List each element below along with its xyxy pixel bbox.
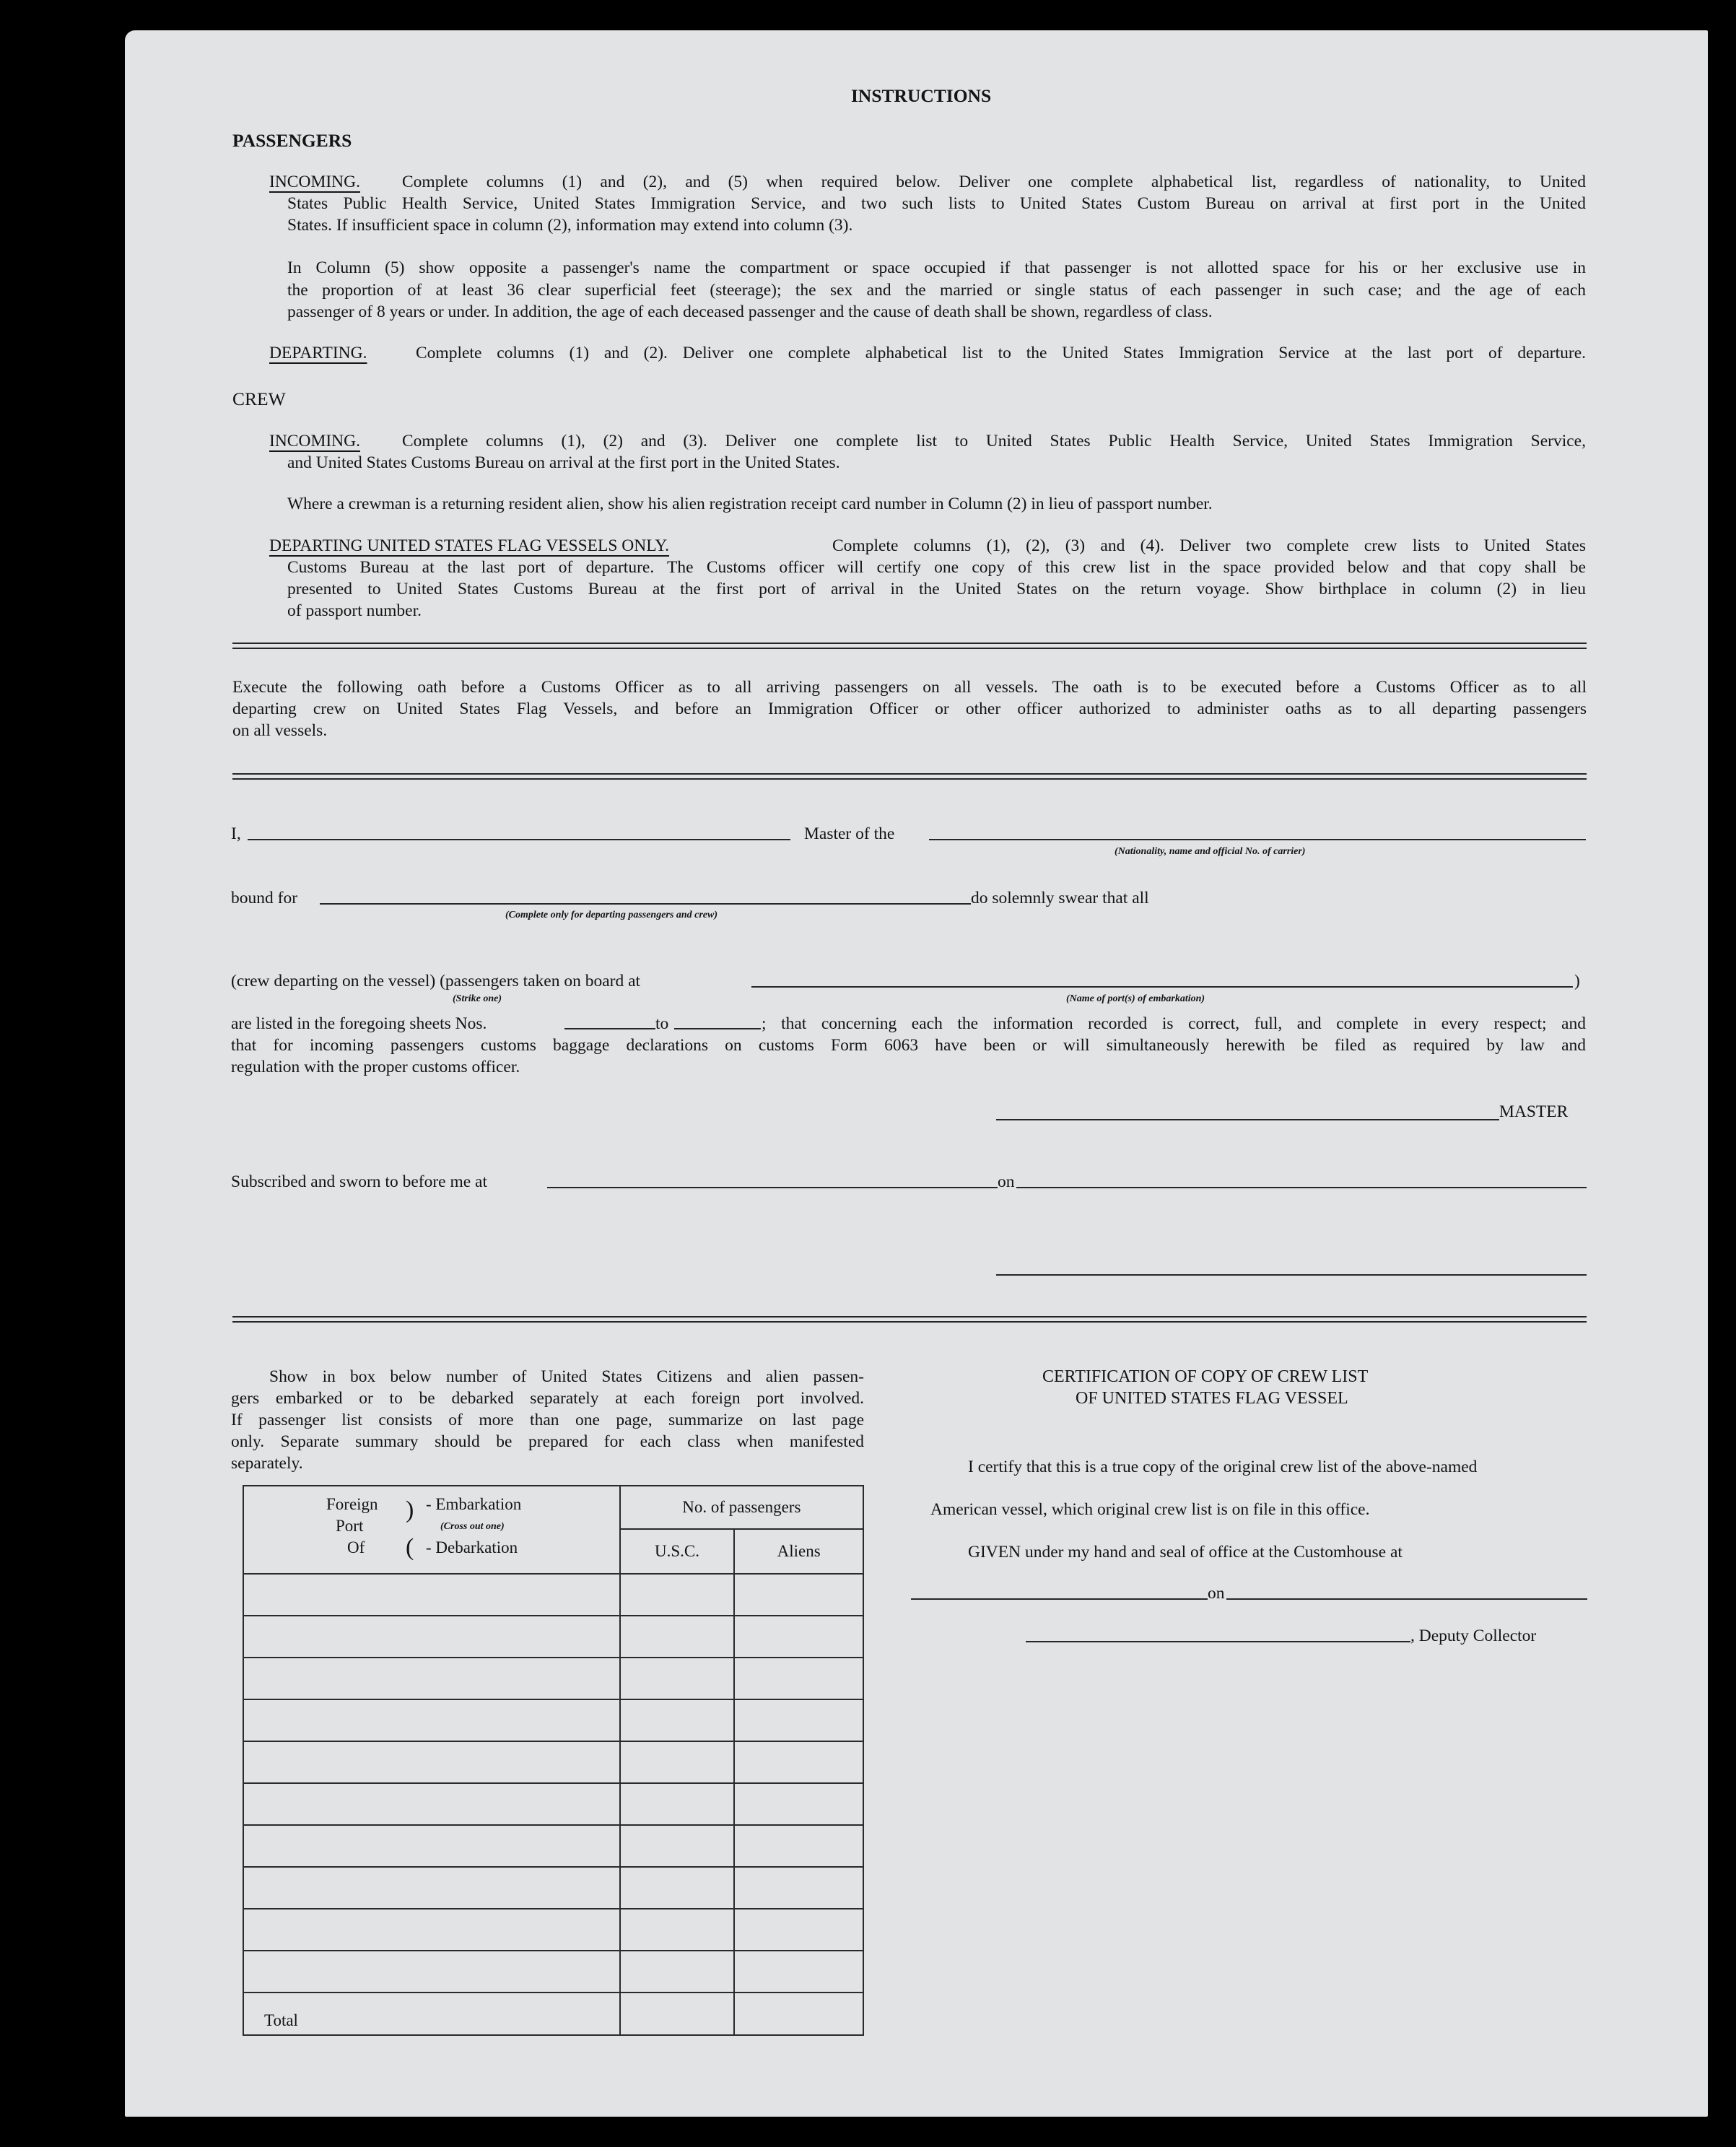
bound-for-label: bound for [231,889,298,907]
usc-cell[interactable] [620,1867,735,1909]
port-cell[interactable] [243,1783,620,1825]
deputy-collector-label: , Deputy Collector [1410,1626,1537,1645]
aliens-cell[interactable] [734,1616,863,1658]
crew-incoming-line-2: and United States Customs Bureau on arrival at the first port in the United States. [287,453,840,472]
no-of-passengers-header: No. of passengers [620,1486,863,1529]
aliens-cell[interactable] [734,1741,863,1783]
aliens-cell[interactable] [734,1951,863,1993]
usc-header: U.S.C. [620,1529,735,1574]
aliens-header: Aliens [734,1529,863,1574]
aliens-cell[interactable] [734,1658,863,1699]
master-of-label: Master of the [804,824,895,843]
certification-title-1: CERTIFICATION OF COPY OF CREW LIST [1042,1367,1369,1386]
oath-intro-line-1: Execute the following oath before a Customs Officer as to all arriving passengers on all vessels. The oath is to be executed before a Customs Officer as to all [232,678,1587,697]
table-row [243,1574,863,1616]
aliens-cell[interactable] [734,1783,863,1825]
master-signature-field[interactable] [996,1119,1499,1120]
port-cell[interactable] [243,1909,620,1951]
customhouse-place-field[interactable] [911,1598,1208,1600]
sworn-on-label: on [998,1172,1015,1191]
crew-departing-line-1: Complete columns (1), (2), (3) and (4). Deliver two complete crew lists to United States [832,536,1586,555]
table-row [243,1741,863,1783]
table-row [243,1783,863,1825]
table-row [243,1909,863,1951]
bound-for-caption: (Complete only for departing passengers and crew) [505,910,717,920]
oath-i-label: I, [231,824,241,843]
customhouse-date-field[interactable] [1226,1598,1587,1600]
usc-cell[interactable] [620,1825,735,1867]
port-cell[interactable] [243,1741,620,1783]
passengers-departing-text: Complete columns (1) and (2). Deliver one complete alphabetical list to the United States Immigration Service at the last port of departure. [416,344,1586,362]
passengers-incoming-line-2: States Public Health Service, United States Immigration Service, and two such lists to United States Custom Bureau on arrival at first port in the United [287,194,1586,213]
crew-departing-line-2: Customs Bureau at the last port of departure. The Customs officer will certify one copy of this crew list in the space provided below and that copy shall be [287,558,1586,577]
passengers-heading: PASSENGERS [232,130,352,151]
usc-cell[interactable] [620,1574,735,1616]
usc-total-cell[interactable] [620,1993,735,2035]
certification-title-2: OF UNITED STATES FLAG VESSEL [1076,1389,1348,1408]
of-label: Of [347,1538,365,1556]
summary-line-5: separately. [231,1454,303,1473]
summary-line-2: gers embarked or to be debarked separately at each foreign port involved. [231,1389,864,1408]
section-divider [232,1316,1587,1323]
listed-suffix: ; that concerning each the information recorded is correct, full, and complete in every respect; and [762,1014,1586,1033]
brace-close: ( [406,1534,414,1561]
port-cell[interactable] [243,1867,620,1909]
close-paren: ) [1574,972,1580,990]
port-label: Port [336,1517,364,1535]
foreign-label: Foreign [326,1495,378,1513]
aliens-cell[interactable] [734,1699,863,1741]
aliens-cell[interactable] [734,1825,863,1867]
sworn-place-field[interactable] [547,1187,998,1188]
port-cell[interactable] [243,1574,620,1616]
port-caption: (Name of port(s) of embarkation) [1066,993,1205,1004]
subscribed-label: Subscribed and sworn to before me at [231,1172,488,1191]
sheet-from-field[interactable] [564,1028,655,1029]
usc-cell[interactable] [620,1951,735,1993]
crew-departing-text: (crew departing on the vessel) (passengers taken on board at [231,972,641,990]
crew-departing-label: DEPARTING UNITED STATES FLAG VESSELS ONLY. [269,536,670,555]
certification-on-label: on [1208,1584,1225,1603]
deputy-signature-field[interactable] [1026,1641,1410,1642]
usc-cell[interactable] [620,1783,735,1825]
embarkation-port-field[interactable] [751,986,1573,988]
crew-incoming-line-1: Complete columns (1), (2) and (3). Deliver one complete list to United States Public Health Service, United States Immigration Service, [402,432,1586,450]
total-label: Total [243,1993,620,2035]
page-title: INSTRUCTIONS [851,85,992,106]
crew-heading: CREW [232,388,286,409]
sheet-to-field[interactable] [674,1028,761,1029]
usc-cell[interactable] [620,1909,735,1951]
nationality-caption: (Nationality, name and official No. of carrier) [1115,846,1306,857]
foreign-port-header [243,1486,620,1574]
oath-intro-line-2: departing crew on United States Flag Vessels, and before an Immigration Officer or other officer authorized to administer oaths as to all departing passengers [232,700,1587,718]
master-name-field[interactable] [248,839,790,840]
aliens-cell[interactable] [734,1574,863,1616]
certification-line-1: I certify that this is a true copy of the original crew list of the above-named [968,1458,1478,1476]
passengers-incoming-line-1: Complete columns (1) and (2), and (5) when required below. Deliver one complete alphabetical list, regardless of nationality, to United [402,173,1586,191]
table-row [243,1951,863,1993]
to-label: to [655,1014,669,1033]
passengers-incoming-line-3: States. If insufficient space in column (2), information may extend into column (3). [287,216,853,235]
summary-line-1: Show in box below number of United States Citizens and alien passen- [269,1367,864,1386]
cross-out-caption: (Cross out one) [440,1521,505,1532]
usc-cell[interactable] [620,1699,735,1741]
summary-line-4: only. Separate summary should be prepared for each class when manifested [231,1432,864,1451]
table-row [243,1616,863,1658]
port-cell[interactable] [243,1616,620,1658]
section-divider [232,773,1587,780]
oath-intro-line-3: on all vessels. [232,721,328,740]
crew-resident-text: Where a crewman is a returning resident alien, show his alien registration receipt card number in Column (2) in lieu of passport number. [287,495,1213,513]
swear-text: do solemnly swear that all [971,889,1149,907]
crew-incoming-label: INCOMING. [269,432,360,450]
column5-line-1: In Column (5) show opposite a passenger's name the compartment or space occupied if that passenger is not allotted space for his or her exclusive use in [287,258,1586,277]
certification-line-3: GIVEN under my hand and seal of office at the Customhouse at [968,1543,1403,1562]
brace-open: ) [406,1497,414,1523]
usc-cell[interactable] [620,1658,735,1699]
certification-line-2: American vessel, which original crew list is on file in this office. [930,1500,1370,1519]
strike-one-caption: (Strike one) [453,993,502,1004]
usc-cell[interactable] [620,1741,735,1783]
embarkation-label: - Embarkation [426,1495,522,1513]
master-label: MASTER [1499,1102,1569,1121]
table-row [243,1867,863,1909]
section-divider [232,643,1587,649]
aliens-cell[interactable] [734,1909,863,1951]
aliens-total-cell[interactable] [734,1993,863,2035]
summary-line-3: If passenger list consists of more than one page, summarize on last page [231,1411,864,1429]
column5-line-3: passenger of 8 years or under. In addition, the age of each deceased passenger and the cause of death shall be shown, regardless of class. [287,302,1213,321]
debarkation-label: - Debarkation [426,1538,518,1556]
aliens-cell[interactable] [734,1867,863,1909]
carrier-field[interactable] [929,839,1586,840]
passenger-summary-table [243,1485,864,2036]
port-cell[interactable] [243,1825,620,1867]
officer-signature-field[interactable] [996,1274,1587,1276]
listed-prefix: are listed in the foregoing sheets Nos. [231,1014,487,1033]
passengers-departing-label: DEPARTING. [269,344,367,362]
usc-cell[interactable] [620,1616,735,1658]
bound-for-field[interactable] [320,903,971,905]
crew-departing-line-4: of passport number. [287,601,422,620]
crew-departing-line-3: presented to United States Customs Bureau at the first port of arrival in the United States on the return voyage. Show birthplace in column (2) in lieu [287,580,1586,598]
column5-line-2: the proportion of at least 36 clear superficial feet (steerage); the sex and the married or single status of each passenger in such case; and the age of each [287,281,1586,300]
port-cell[interactable] [243,1699,620,1741]
table-row [243,1825,863,1867]
total-row [243,1993,863,2035]
port-cell[interactable] [243,1658,620,1699]
oath-line-3: regulation with the proper customs officer. [231,1058,520,1076]
passengers-incoming-label: INCOMING. [269,173,360,191]
port-cell[interactable] [243,1951,620,1993]
sworn-date-field[interactable] [1016,1187,1587,1188]
table-row [243,1658,863,1699]
oath-line-2: that for incoming passengers customs baggage declarations on customs Form 6063 have been or will simultaneously herewith be filed as required by law and [231,1036,1586,1055]
table-row [243,1699,863,1741]
